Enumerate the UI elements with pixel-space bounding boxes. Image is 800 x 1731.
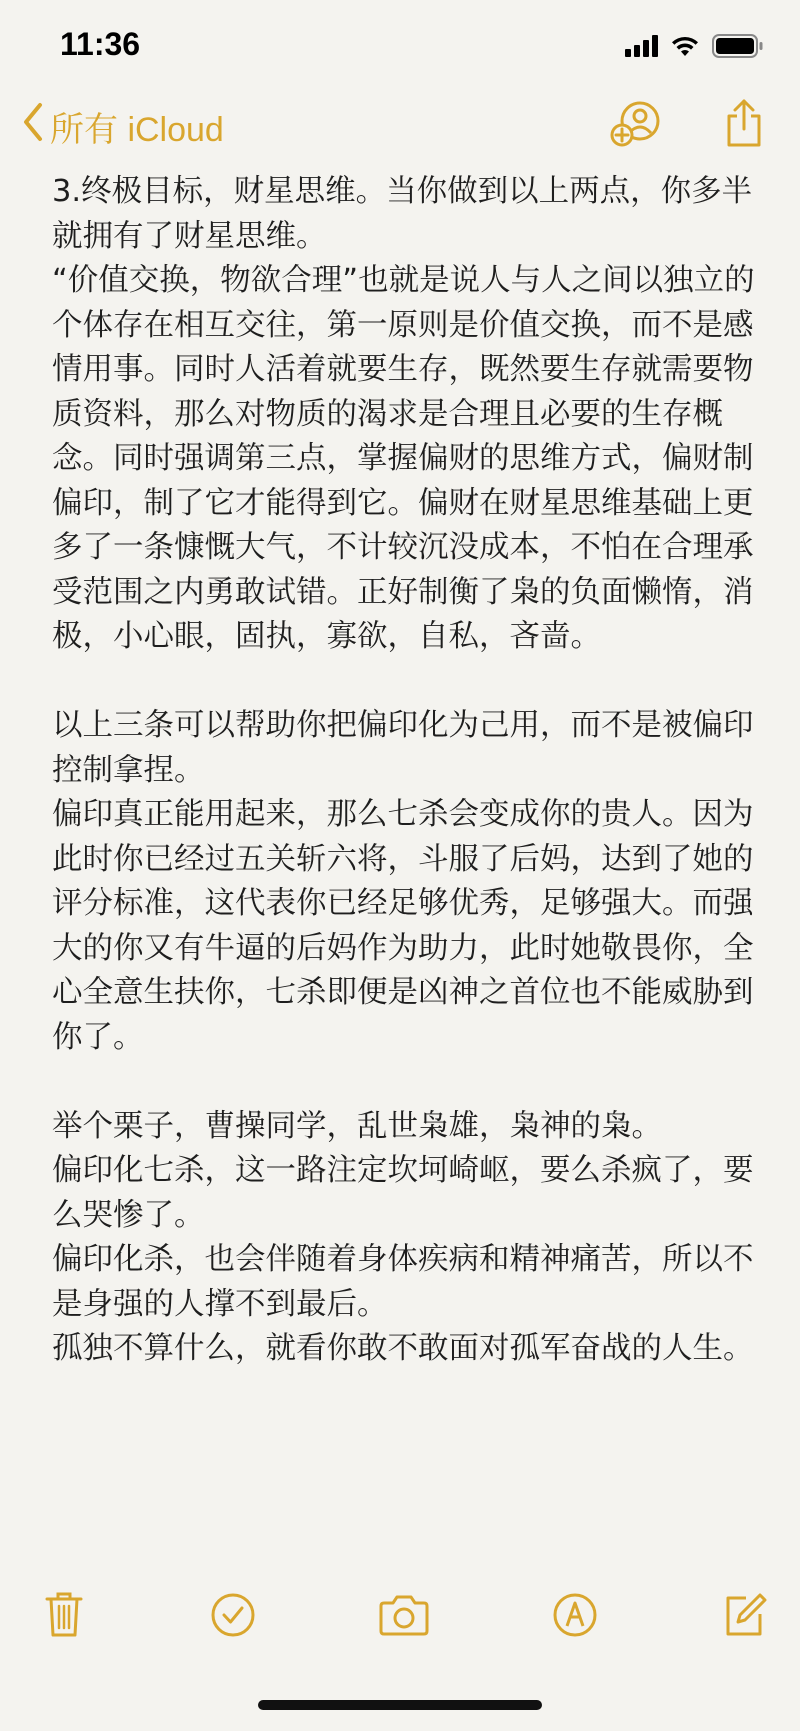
add-person-icon[interactable] — [610, 99, 666, 151]
nav-actions — [610, 98, 764, 152]
status-icons — [625, 34, 764, 58]
wifi-icon — [670, 35, 700, 57]
back-button[interactable] — [22, 102, 224, 151]
bottom-toolbar — [0, 1590, 800, 1660]
note-paragraph: 3.终极目标，财星思维。当你做到以上两点，你多半就拥有了财星思维。 — [52, 174, 753, 254]
note-paragraph: “价值交换，物欲合理”也就是说人与人之间以独立的个体存在相互交往，第一原则是价值交换，而不是感情用事。同时人活着就要生存，既然要生存就需要物质资料，那么对物质的渴求是合理且必要的生存概念。同时强调第三点，掌握偏财的思维方式，偏财制偏印，制了它才能得到它。偏财在财星思维基础上更多了一条慷慨大气，不计较沉没成本，不怕在合理承受范围之内勇敢试错。正好制衡了枭的负面懒惰，消极，小心眼，固执，寡欲，自私，吝啬。 — [52, 263, 755, 654]
checklist-icon[interactable] — [210, 1592, 256, 1642]
compose-icon[interactable] — [722, 1590, 768, 1642]
note-paragraph: 以上三条可以帮助你把偏印化为己用，而不是被偏印控制拿捏。 — [52, 708, 754, 788]
home-indicator[interactable] — [258, 1700, 542, 1710]
blank-line — [52, 1060, 757, 1105]
blank-line — [52, 660, 757, 705]
cellular-signal-icon — [625, 35, 658, 57]
status-time: 11:36 — [60, 26, 141, 62]
trash-icon[interactable] — [44, 1590, 84, 1642]
back-button-label: 所有 iCloud — [50, 111, 224, 149]
note-body[interactable] — [52, 170, 757, 1372]
battery-icon — [712, 34, 764, 58]
status-bar — [0, 0, 800, 90]
chevron-left-icon — [22, 102, 44, 151]
markup-icon[interactable] — [552, 1592, 598, 1642]
share-icon[interactable] — [724, 98, 764, 152]
camera-icon[interactable] — [378, 1594, 430, 1640]
note-paragraph: 偏印化七杀，这一路注定坎坷崎岖，要么杀疯了，要么哭惨了。 — [52, 1153, 754, 1233]
navigation-bar — [0, 90, 800, 170]
note-paragraph: 偏印真正能用起来，那么七杀会变成你的贵人。因为此时你已经过五关斩六将，斗服了后妈，达到了她的评分标准，这代表你已经足够优秀，足够强大。而强大的你又有牛逼的后妈作为助力，此时她敬畏你，全心全意生扶你，七杀即便是凶神之首位也不能威胁到你了。 — [52, 797, 754, 1055]
note-paragraph: 孤独不算什么，就看你敢不敢面对孤军奋战的人生。 — [52, 1331, 754, 1366]
note-paragraph: 举个栗子，曹操同学，乱世枭雄，枭神的枭。 — [52, 1108, 662, 1144]
note-paragraph: 偏印化杀，也会伴随着身体疾病和精神痛苦，所以不是身强的人撑不到最后。 — [52, 1242, 754, 1322]
